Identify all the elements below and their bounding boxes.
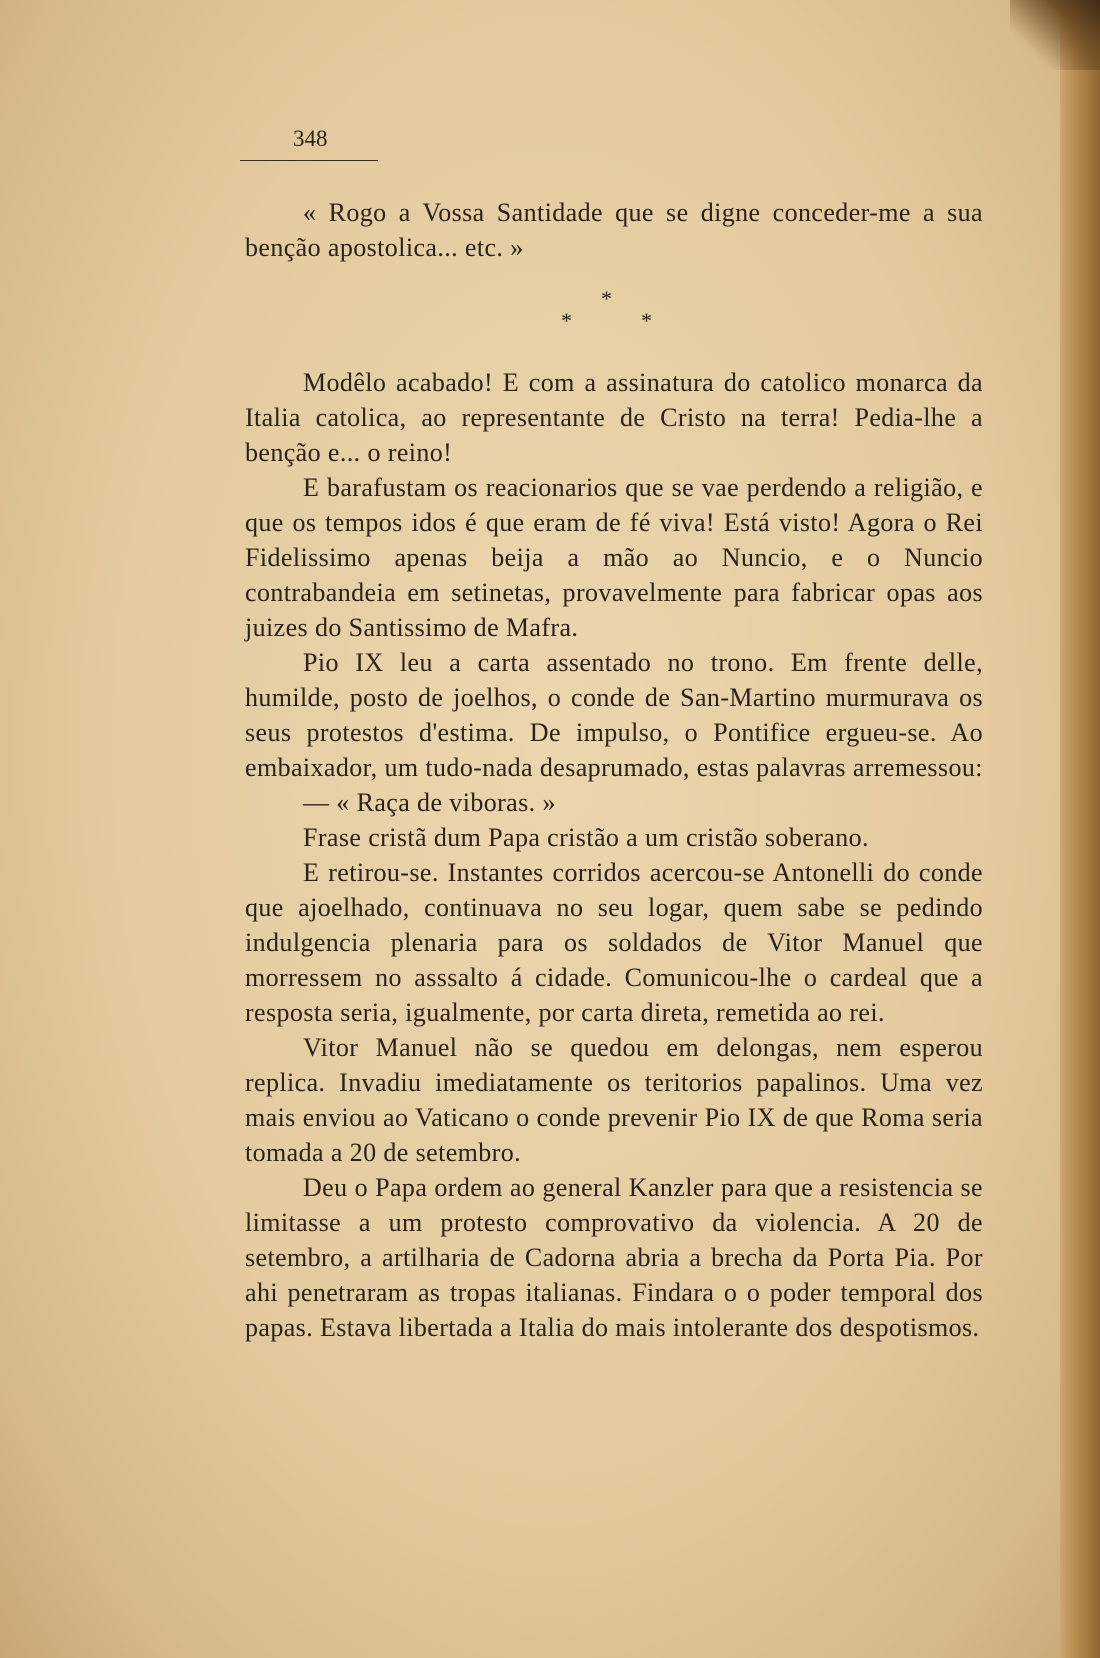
- paragraph: Pio IX leu a carta assentado no trono. Em frente delle, humilde, posto de joelhos, o conde de San-Martino murmurava os seus protestos d'estima. De impulso, o Pontifice ergueu-se. Ao embaixador, um tudo-nada desaprumado, estas palavras arremessou:: [245, 648, 983, 782]
- asterism-star: *: [601, 286, 613, 311]
- asterism-star: *: [641, 308, 653, 333]
- paragraph-quote: — « Raça de viboras. »: [303, 788, 556, 817]
- paragraph: Deu o Papa ordem ao general Kanzler para que a resistencia se limitasse a um protesto comprovativo da violencia. A 20 de setembro, a artilharia de Cadorna abria a brecha da Porta Pia. Por ahi penetraram as tropas italianas. Findara o o poder temporal dos papas. Estava libertada a Italia do mais intolerante dos despotismos.: [245, 1173, 983, 1342]
- page-number: 348: [293, 126, 328, 151]
- asterism-star: *: [561, 308, 573, 333]
- section-asterism: [245, 265, 983, 365]
- paragraph: Vitor Manuel não se quedou em delongas, nem esperou replica. Invadiu imediatamente os teritorios papalinos. Uma vez mais enviou ao Vaticano o conde prevenir Pio IX de que Roma seria tomada a 20 de setembro.: [245, 1033, 983, 1167]
- paragraph: Modêlo acabado! E com a assinatura do catolico monarca da Italia catolica, ao representante de Cristo na terra! Pedia-lhe a benção e... o reino!: [245, 368, 983, 467]
- paragraph: Frase cristã dum Papa cristão a um cristão soberano.: [303, 823, 869, 852]
- paragraph: E barafustam os reacionarios que se vae perdendo a religião, e que os tempos idos é que eram de fé viva! Está visto! Agora o Rei Fidelissimo apenas beija a mão ao Nuncio, e o Nuncio contrabandeia em setinetas, provavelmente para fabricar opas aos juizes do Santissimo de Mafra.: [245, 473, 983, 642]
- page-edge-shadow: [1060, 0, 1100, 1658]
- paragraph: E retirou-se. Instantes corridos acercou-se Antonelli do conde que ajoelhado, continuava no seu logar, quem sabe se pedindo indulgencia plenaria para os soldados de Vitor Manuel que morressem no asssalto á cidade. Comunicou-lhe o cardeal que a resposta seria, igualmente, por carta direta, remetida ao rei.: [245, 858, 983, 1027]
- header-rule: [240, 160, 378, 161]
- body-text: [245, 195, 983, 1345]
- worn-corner: [1010, 0, 1100, 70]
- paragraph-letter-quote: « Rogo a Vossa Santidade que se digne conceder-me a sua benção apostolica... etc. »: [245, 198, 983, 262]
